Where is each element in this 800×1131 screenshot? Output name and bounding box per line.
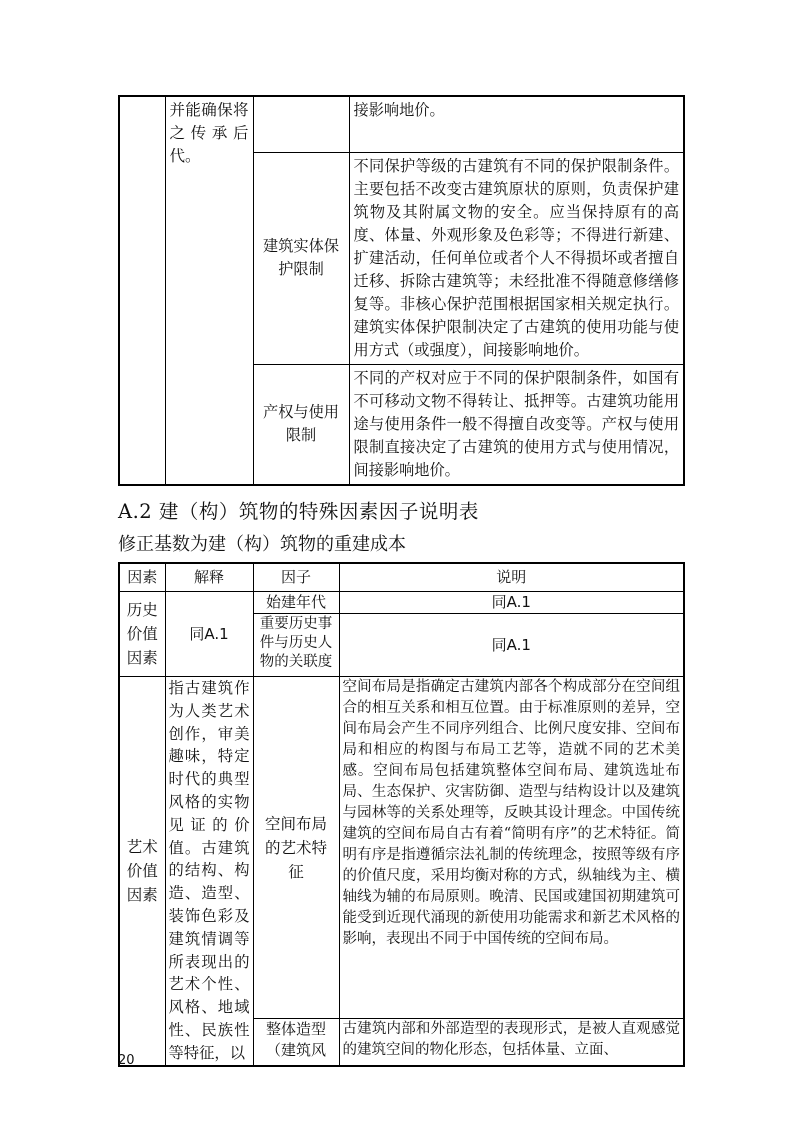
- desc-cell: 接影响地价。: [349, 96, 684, 152]
- factor-historical-relevance: 重要历史事件与历史人物的关联度: [253, 614, 339, 677]
- factor-overall-form: 整体造型（建筑风: [253, 1019, 339, 1066]
- desc-spatial-layout: 空间布局是指确定古建筑内部各个构成部分在空间组合的相互关系和相互位置。由于标准原则的差异，空间布局会产生不同序列组合、比例尺度安排、空间布局和相应的构图与布局工艺等，造就不同的艺术美感。空间布局包括建筑整体空间布局、建筑选址布局、生态保护、灾害防御、造型与结构设计以及建筑与园林等的关系处理等，反映其设计理念。中国传统建筑的空间布局自古有着“简明有序”的艺术特征。简明有序是指遵循宗法礼制的传统理念，按照等级有序的价值尺度，采用均衡对称的方式，纵轴线为主、横轴线为辅的布局原则。晚清、民国或建国初期建筑可能受到近现代涌现的新使用功能需求和新艺术风格的影响，表现出不同于中国传统的空间布局。: [339, 677, 684, 1019]
- factor-spatial-layout: 空间布局的艺术特征: [253, 677, 339, 1019]
- desc-property-rights: 不同的产权对应于不同的保护限制条件，如国有不可移动文物不得转让、抵押等。古建筑功能用途与使用条件一般不得擅自改变等。产权与使用限制直接决定了古建筑的使用方式与使用情况，间接影响地价。: [349, 364, 684, 485]
- desc-overall-form: 古建筑内部和外部造型的表现形式，是被人直观感觉的建筑空间的物化形态，包括体量、立面、: [339, 1019, 684, 1066]
- art-factor-group: 艺术价值因素: [119, 677, 165, 1066]
- header-description: 说明: [339, 563, 684, 592]
- factor-cell: [253, 96, 349, 152]
- page-number: 20: [118, 1053, 135, 1068]
- history-factor-group: 历史价值因素: [119, 592, 165, 677]
- desc-historical-relevance: 同A.1: [339, 614, 684, 677]
- factor-build-year: 始建年代: [253, 592, 339, 614]
- header-factor: 因子: [253, 563, 339, 592]
- continued-protection-table: [118, 95, 685, 486]
- desc-building-protection: 不同保护等级的古建筑有不同的保护限制条件。主要包括不改变古建筑原状的原则，负责保护建筑物及其附属文物的安全。应当保持原有的高度、体量、外观形象及色彩等；不得进行新建、扩建活动，任何单位或者个人不得损坏或者擅自迁移、拆除古建筑等；未经批准不得随意修缮修复等。非核心保护范围根据国家相关规定执行。建筑实体保护限制决定了古建筑的使用功能与使用方式（或强度），间接影响地价。: [349, 152, 684, 364]
- section-heading: A.2 建（构）筑物的特殊因素因子说明表: [118, 500, 479, 523]
- section-subheading: 修正基数为建（构）筑物的重建成本: [118, 534, 406, 555]
- desc-build-year: 同A.1: [339, 592, 684, 614]
- header-explanation: 解释: [165, 563, 253, 592]
- explanation-cell: 并能确保将之传承后代。: [165, 96, 253, 485]
- special-factor-table: [118, 562, 685, 1067]
- history-explanation: 同A.1: [165, 592, 253, 677]
- blank-factor-cell: [119, 96, 165, 485]
- factor-building-protection: 建筑实体保护限制: [253, 152, 349, 364]
- art-explanation: 指古建筑作为人类艺术创作，审美趣味，特定时代的典型风格的实物见证的价值。古建筑的结构、构造、造型、装饰色彩及建筑情调等所表现出的艺术个性、风格、地域性、民族性等特征，以: [165, 677, 253, 1066]
- header-factor-group: 因素: [119, 563, 165, 592]
- factor-property-rights: 产权与使用限制: [253, 364, 349, 485]
